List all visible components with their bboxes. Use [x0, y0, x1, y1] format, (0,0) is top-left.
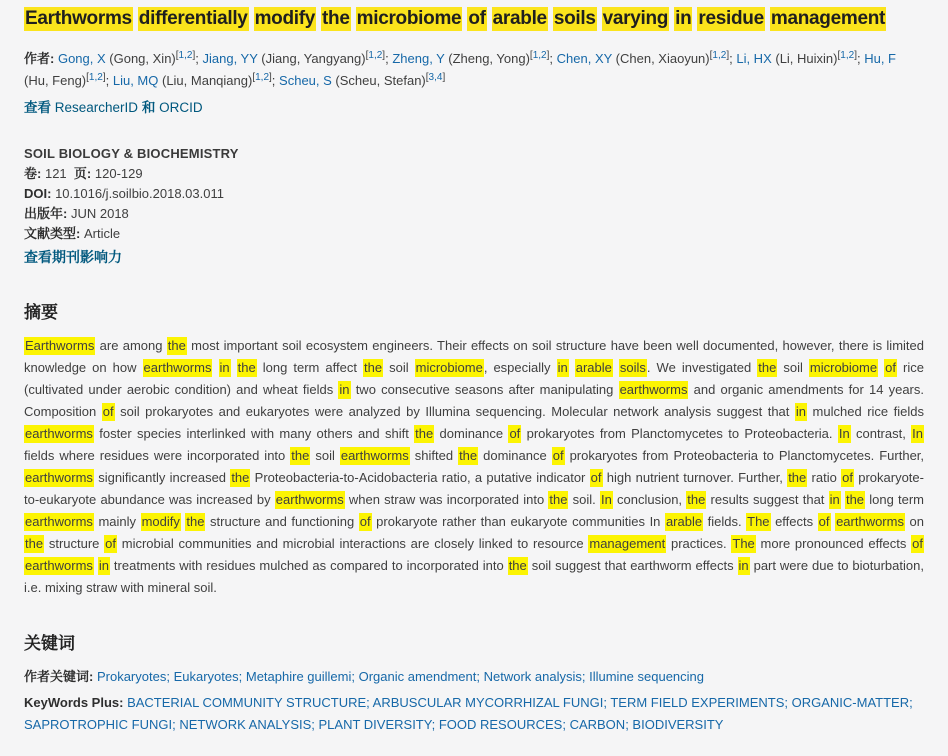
view-label: 查看 [24, 100, 51, 115]
title-highlighted-word: of [468, 8, 486, 29]
abstract-highlighted-term: earthworms [143, 360, 212, 375]
abstract-highlighted-term: the [25, 536, 44, 551]
doctype-label: 文献类型: [24, 226, 81, 241]
keywords-plus-link[interactable]: FOOD RESOURCES [438, 717, 563, 732]
abstract-highlighted-term: management [589, 536, 666, 551]
abstract-highlighted-term: the [508, 558, 527, 573]
doctype-line [24, 224, 924, 244]
author-affiliation-superscript: [1,2] [709, 50, 730, 61]
keyword-separator: ; [431, 717, 439, 732]
abstract-highlighted-term: earthworms [275, 492, 344, 507]
keyword-separator: ; [351, 669, 359, 684]
abstract-highlighted-term: of [912, 536, 923, 551]
abstract-highlighted-term: in [557, 360, 568, 375]
abstract-highlighted-term: in [738, 558, 749, 573]
affiliation-number-link[interactable]: 3,4 [428, 72, 443, 83]
author-link[interactable]: Hu, F [864, 51, 897, 66]
affiliation-number-link[interactable]: 1,2 [255, 72, 270, 83]
keyword-separator: ; [625, 717, 633, 732]
author-link[interactable]: Li, HX [736, 51, 772, 66]
keyword-separator: ; [476, 669, 484, 684]
keyword-separator: ; [166, 669, 174, 684]
title-highlighted-word: modify [254, 8, 316, 29]
abstract-highlighted-term: the [549, 492, 568, 507]
author-link[interactable]: Jiang, YY [202, 51, 258, 66]
author-keyword-link[interactable]: Organic amendment [358, 669, 477, 684]
abstract-highlighted-term: the [788, 470, 807, 485]
title-highlighted-word: Earthworms [25, 8, 132, 29]
title-highlighted-word: in [675, 8, 692, 29]
keywords-heading: 关键词 [24, 634, 75, 653]
abstract-highlighted-term: modify [141, 514, 180, 529]
abstract-highlighted-term: in [795, 404, 807, 419]
abstract-highlighted-term: of [552, 448, 564, 463]
orcid-link[interactable]: ORCID [159, 100, 203, 115]
keywords-plus-link[interactable]: TERM FIELD EXPERIMENTS [610, 695, 785, 710]
abstract-highlighted-term: earthworms [25, 470, 93, 485]
abstract-highlighted-term: microbiome [415, 360, 483, 375]
author-keyword-link[interactable]: Illumine sequencing [589, 669, 705, 684]
keyword-separator: ; [603, 695, 611, 710]
abstract-highlighted-term: In [838, 426, 850, 441]
title-highlighted-word: arable [492, 8, 547, 29]
keyword-separator: ; [366, 695, 373, 710]
abstract-highlighted-term: the [758, 360, 777, 375]
author-affiliation-superscript: [1,2] [252, 72, 272, 83]
author-full-name: (Hu, Feng) [24, 73, 87, 88]
author-full-name: (Gong, Xin) [105, 51, 176, 66]
abstract-highlighted-term: of [885, 360, 896, 375]
author-keyword-link[interactable]: Network analysis [483, 669, 582, 684]
abstract-highlighted-term: of [105, 536, 116, 551]
keywords-plus-link[interactable]: BIODIVERSITY [632, 717, 724, 732]
abstract-highlighted-term: of [818, 514, 830, 529]
page-title [24, 6, 924, 32]
abstract-highlighted-term: the [167, 338, 186, 353]
doctype-value: Article [83, 226, 121, 241]
author-keywords-line [24, 666, 924, 688]
abstract-highlighted-term: microbiome [809, 360, 878, 375]
title-highlighted-word: the [322, 8, 350, 29]
keyword-separator: ; [238, 669, 246, 684]
abstract-highlighted-term: the [459, 448, 478, 463]
author-affiliation-superscript: [3,4] [425, 72, 446, 83]
author-affiliation-superscript: [1,2] [86, 72, 106, 83]
doi-value: 10.1016/j.soilbio.2018.03.011 [55, 186, 224, 201]
author-full-name: (Zheng, Yong) [444, 51, 530, 66]
abstract-highlighted-term: the [186, 514, 205, 529]
pages-value: 120-129 [94, 166, 143, 181]
title-highlighted-word: residue [698, 8, 764, 29]
keywords-plus-list [24, 695, 913, 732]
pages-label: 页: [73, 166, 92, 181]
abstract-text: Earthworms are among the most important soil ecosystem engineers. Their effects on soil structure have been well documented, however, there is limited knowledge on how earthworms in the long term affect the soil microbiome, especially in arable soils. We investigated the soil microbiome of rice (cultivated under aerobic condition) and wheat fields in two consecutive seasons after manipulating earthworms and organic amendments for 14 years. Composition of soil prokaryotes and eukaryotes were analyzed by Illumina sequencing. Molecular network analysis suggest that in mulched rice fields earthworms foster species interlinked with many others and shift the dominance of prokaryotes from Planctomycetes to Proteobacteria. In contrast, In fields where residues were incorporated into the soil earthworms shifted the dominance of prokaryotes from Proteobacteria to Planctomycetes. Further, earthworms significantly increased the Proteobacteria-to-Acidobacteria ratio, a putative indicator of high nutrient turnover. Further, the ratio of prokaryote-to-eukaryote abundance was increased by earthworms when straw was incorporated into the soil. In conclusion, the results suggest that in the long term earthworms mainly modify the structure and functioning of prokaryote rather than eukaryote communities In arable fields. The effects of earthworms on the structure of microbial communities and microbial interactions are closely linked to resource management practices. The more pronounced effects of earthworms in treatments with residues mulched as compared to incorporated into the soil suggest that earthworm effects in part were due to bioturbation, i.e. mixing straw with mineral soil. [24, 338, 925, 595]
affiliation-number-link[interactable]: 1,2 [178, 50, 193, 61]
volume-pages-line [24, 164, 924, 184]
abstract-highlighted-term: earthworms [340, 448, 409, 463]
keywords-plus-label: KeyWords Plus: [24, 695, 124, 710]
authors-label: 作者: [24, 51, 55, 66]
abstract-highlighted-term: of [359, 514, 371, 529]
abstract-highlighted-term: the [687, 492, 706, 507]
authors-list: Gong, X (Gong, Xin)[1,2]; Jiang, YY (Jiang, Yangyang)[1,2]; Zheng, Y (Zheng, Yong)[1,2]; Chen, XY (Chen, Xiaoyun)[1,2]; Li, HX (Li, Huixin)[1,2]; Hu, F (Hu, Feng)[1,2]; Liu, MQ (Liu, Manqiang)[1,2]; Scheu, S (Scheu, Stefan)[3,4] [24, 50, 897, 88]
abstract-highlighted-term: the [231, 470, 250, 485]
authors-block [24, 48, 924, 92]
title-highlighted-word: soils [553, 8, 596, 29]
researcher-links-line [24, 98, 924, 118]
abstract-highlighted-term: arable [575, 360, 612, 375]
keywords-plus-link[interactable]: PLANT DIVERSITY [318, 717, 432, 732]
affiliation-number-link[interactable]: 1,2 [368, 50, 383, 61]
abstract-highlighted-term: earthworms [619, 382, 688, 397]
author-keyword-link[interactable]: Metaphire guillemi [245, 669, 352, 684]
abstract-highlighted-term: the [845, 492, 865, 507]
author-link[interactable]: Liu, MQ [112, 73, 159, 88]
abstract-highlighted-term: The [747, 514, 770, 529]
keyword-separator: ; [581, 669, 590, 684]
affiliation-number-link[interactable]: 1,2 [712, 50, 727, 61]
author-full-name: (Chen, Xiaoyun) [612, 51, 710, 66]
title-highlighted-word: management [770, 8, 886, 29]
title-highlighted-word: microbiome [356, 8, 462, 29]
keyword-separator: ; [909, 695, 913, 710]
abstract-highlighted-term: of [102, 404, 114, 419]
author-link[interactable]: Zheng, Y [392, 51, 445, 66]
author-link[interactable]: Chen, XY [556, 51, 613, 66]
abstract-highlighted-term: in [339, 382, 350, 397]
journal-meta-block [24, 144, 924, 268]
journal-title: SOIL BIOLOGY & BIOCHEMISTRY [24, 146, 239, 161]
and-label: 和 [141, 100, 156, 115]
volume-label: 卷: [24, 166, 42, 181]
abstract-highlighted-term: The [732, 536, 755, 551]
abstract-highlighted-term: arable [665, 514, 703, 529]
abstract-highlighted-term: soils [619, 360, 646, 375]
title-highlighted-word: varying [602, 8, 669, 29]
keywords-plus-link[interactable]: SAPROTROPHIC FUNGI [24, 717, 173, 732]
author-full-name: (Liu, Manqiang) [158, 73, 253, 88]
keywords-plus-link[interactable]: ORGANIC-MATTER [791, 695, 910, 710]
author-full-name: (Li, Huixin) [771, 51, 838, 66]
pubyear-line [24, 204, 924, 224]
keyword-separator: ; [172, 717, 180, 732]
abstract-highlighted-term: earthworms [25, 426, 93, 441]
keyword-separator: ; [562, 717, 570, 732]
researcherid-link[interactable]: ResearcherID [54, 100, 139, 115]
author-keywords-label: 作者关键词: [24, 669, 94, 684]
pubyear-value: JUN 2018 [70, 206, 129, 221]
author-keywords-list [97, 669, 704, 684]
author-link[interactable]: Scheu, S [279, 73, 332, 88]
affiliation-number-link[interactable]: 1,2 [532, 50, 547, 61]
abstract-heading: 摘要 [24, 303, 58, 322]
keywords-plus-line [24, 692, 924, 736]
abstract-highlighted-term: earthworms [25, 558, 93, 573]
doi-line [24, 184, 924, 204]
abstract-highlighted-term: in [829, 492, 840, 507]
abstract-highlighted-term: In [912, 426, 923, 441]
journal-impact-link[interactable]: 查看期刊影响力 [24, 249, 122, 265]
abstract-highlighted-term: in [219, 360, 230, 375]
pubyear-label: 出版年: [24, 206, 68, 221]
author-affiliation-superscript: [1,2] [365, 50, 386, 61]
keyword-separator: ; [311, 717, 319, 732]
abstract-highlighted-term: the [415, 426, 434, 441]
keyword-separator: ; [784, 695, 792, 710]
abstract-highlighted-term: of [590, 470, 602, 485]
keywords-plus-link[interactable]: NETWORK ANALYSIS [179, 717, 312, 732]
abstract-highlighted-term: earthworms [836, 514, 904, 529]
author-keyword-link[interactable]: Eukaryotes [173, 669, 239, 684]
abstract-highlighted-term: of [509, 426, 521, 441]
keywords-plus-link[interactable]: CARBON [569, 717, 626, 732]
author-full-name: (Scheu, Stefan) [331, 73, 426, 88]
doi-label: DOI: [24, 186, 52, 201]
abstract-highlighted-term: Earthworms [25, 338, 95, 353]
author-keyword-link[interactable]: Prokaryotes [96, 669, 167, 684]
abstract-highlighted-term: In [600, 492, 612, 507]
abstract-highlighted-term: in [98, 558, 109, 573]
abstract-highlighted-term: the [363, 360, 383, 375]
author-affiliation-superscript: [1,2] [837, 50, 857, 61]
volume-value: 121 [44, 166, 67, 181]
abstract-highlighted-term: the [237, 360, 256, 375]
keywords-plus-link[interactable]: BACTERIAL COMMUNITY STRUCTURE [127, 695, 367, 710]
abstract-highlighted-term: the [291, 448, 310, 463]
author-link[interactable]: Gong, X [57, 51, 106, 66]
title-highlighted-word: differentially [138, 8, 248, 29]
affiliation-number-link[interactable]: 1,2 [840, 50, 855, 61]
abstract-highlighted-term: of [842, 470, 853, 485]
author-affiliation-superscript: [1,2] [175, 50, 196, 61]
keywords-plus-link[interactable]: ARBUSCULAR MYCORRHIZAL FUNGI [372, 695, 604, 710]
author-full-name: (Jiang, Yangyang) [257, 51, 366, 66]
affiliation-number-link[interactable]: 1,2 [88, 72, 103, 83]
abstract-highlighted-term: earthworms [25, 514, 93, 529]
author-affiliation-superscript: [1,2] [529, 50, 550, 61]
